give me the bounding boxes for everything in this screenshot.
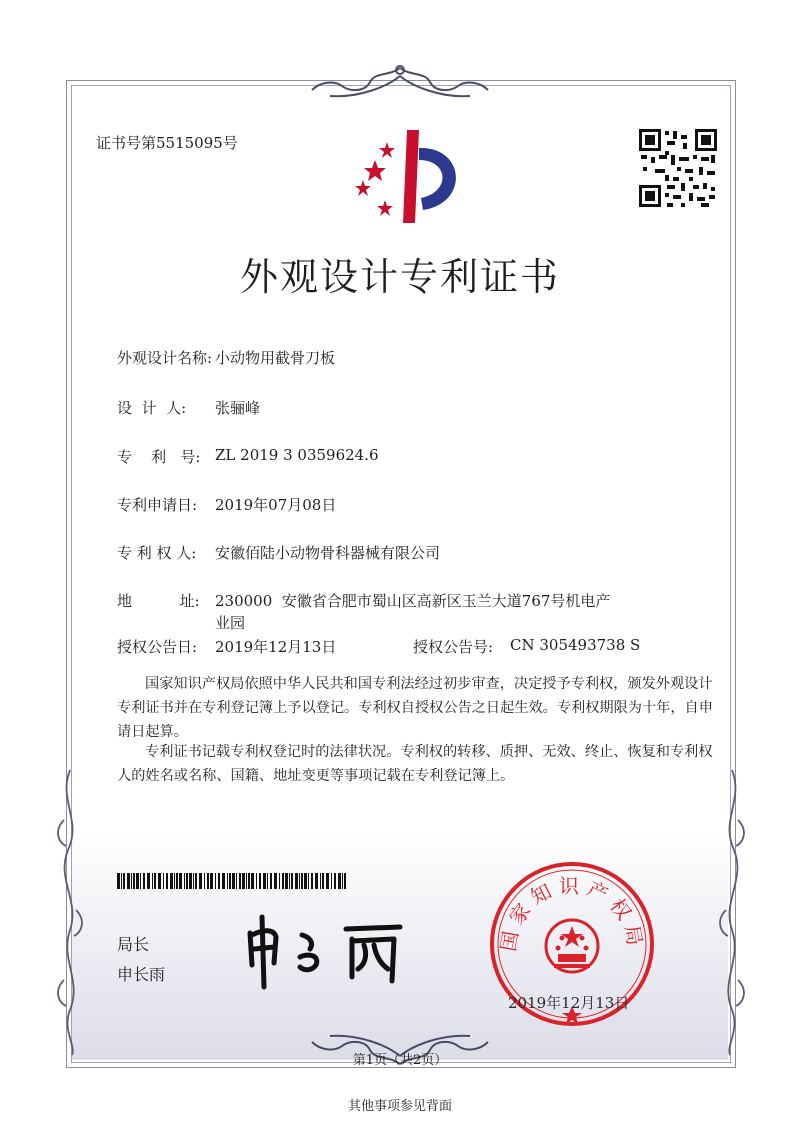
address-line2: 业园	[215, 614, 246, 632]
design-name-value: 小动物用截骨刀板	[215, 349, 336, 367]
director-title: 局长	[117, 935, 150, 954]
grant-date-value: 2019年12月13日	[215, 638, 337, 656]
handwritten-signature-icon	[240, 905, 420, 995]
patentee-value: 安徽佰陆小动物骨科器械有限公司	[215, 544, 441, 562]
top-ornament-icon	[290, 62, 510, 104]
right-ornament-icon	[712, 760, 752, 1060]
director-name: 申长雨	[117, 965, 166, 984]
grant-number-value: CN 305493738 S	[510, 636, 641, 654]
page-indicator: 第1页（共2页）	[352, 1053, 448, 1068]
body-paragraph-1: 国家知识产权局依照中华人民共和国专利法经过初步审查，决定授予专利权，颁发外观设计专利证书并在专利登记簿上予以登记。专利权自授权公告之日起生效。专利权期限为十年，自申请日起算。	[117, 676, 713, 740]
patent-number-value: ZL 2019 3 0359624.6	[215, 446, 379, 464]
designer-value: 张骊峰	[215, 399, 261, 417]
certificate-number: 证书号第5515095号	[96, 134, 238, 152]
design-name-label: 外观设计名称:	[117, 349, 213, 367]
grant-date-label: 授权公告日:	[117, 638, 198, 656]
barcode-icon	[117, 873, 347, 889]
body-paragraph-2: 专利证书记载专利权登记时的法律状况。专利权的转移、质押、无效、终止、恢复和专利权人的姓名或名称、国籍、地址变更等事项记载在专利登记簿上。	[117, 744, 713, 784]
patentee-label: 专 利 权 人:	[117, 544, 197, 562]
qr-code-icon	[637, 127, 719, 209]
certificate-title: 外观设计专利证书	[239, 255, 560, 299]
left-ornament-icon	[50, 760, 90, 1060]
grant-number-label: 授权公告号:	[413, 638, 494, 656]
patent-number-label: 专 利 号:	[117, 448, 201, 466]
address-line1: 230000 安徽省合肥市蜀山区高新区玉兰大道767号机电产	[215, 592, 611, 610]
seal-date: 2019年12月13日	[508, 994, 630, 1012]
address-label: 地 址:	[117, 592, 200, 610]
national-emblem-icon	[546, 920, 598, 972]
filing-date-label: 专利申请日:	[117, 496, 198, 514]
designer-label: 设 计 人:	[117, 399, 187, 417]
cnipa-logo-icon	[345, 128, 470, 233]
filing-date-value: 2019年07月08日	[215, 496, 337, 514]
back-page-note: 其他事项参见背面	[347, 1099, 452, 1114]
seal-text: 国家知识产权局	[495, 874, 649, 954]
